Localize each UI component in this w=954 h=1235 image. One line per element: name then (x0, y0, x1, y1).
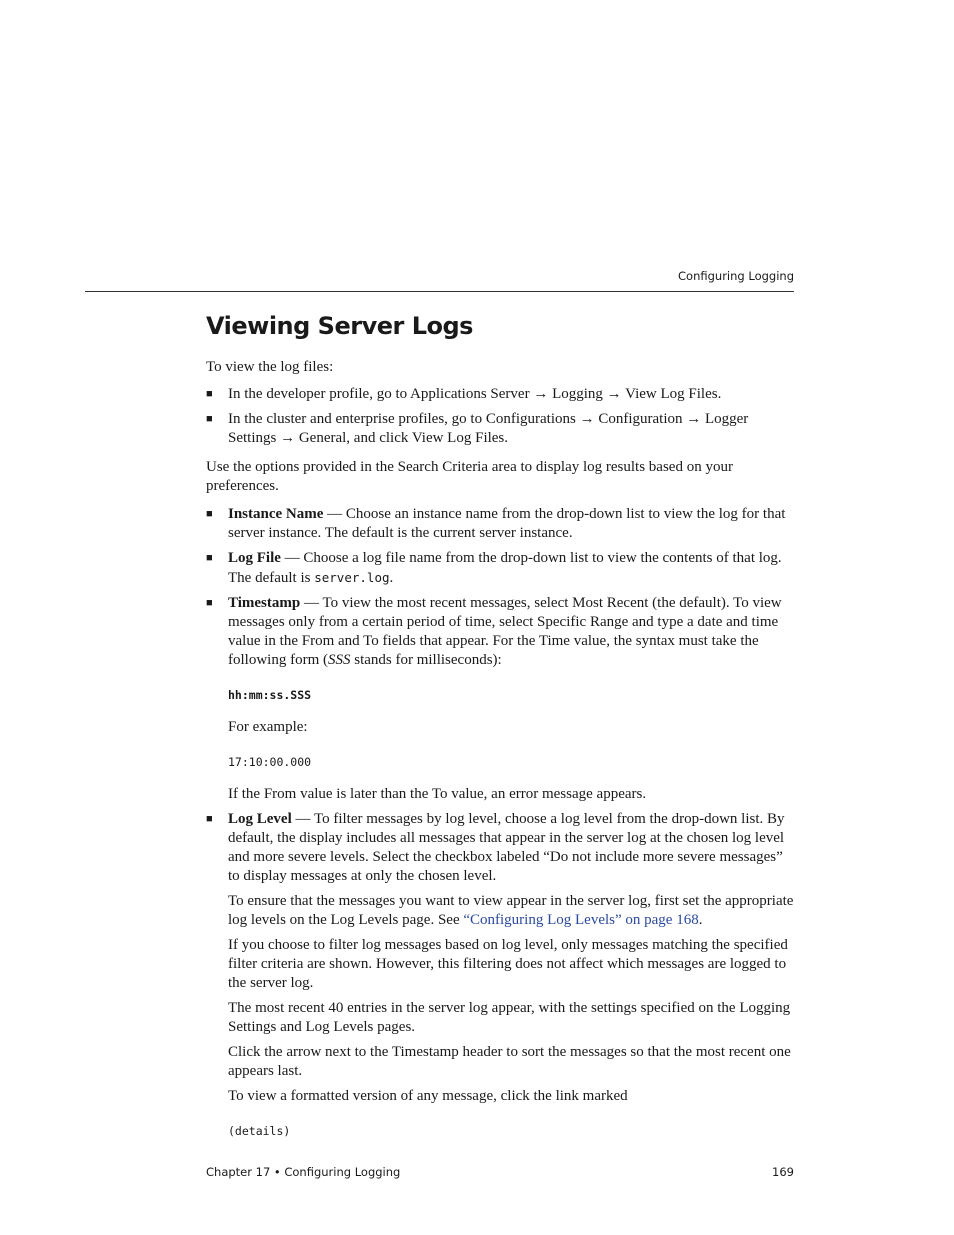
syntax-code-block: hh:mm:ss.SSS (228, 688, 312, 702)
option-description: — Choose a log file name from the drop-down list to view the contents of that log. The default is (228, 550, 782, 586)
log-levels-paragraph: To ensure that the messages you want to view appear in the server log, first set the appropriate log levels on the Log Levels page. See “Configuring Log Levels” on page 168. (228, 893, 794, 928)
option-description: — To filter messages by log level, choose a log level from the drop-down list. By default, the display includes all messages that appear in the server log at the chosen log level and more severe levels. Select the checkbox labeled “Do not include more severe messages” to display messages at only the chosen level. (228, 811, 785, 884)
list-item (206, 505, 796, 543)
list-item (206, 410, 796, 448)
bullet-icon: ■ (206, 813, 213, 825)
option-term: Instance Name (228, 506, 324, 522)
sort-paragraph: Click the arrow next to the Timestamp header to sort the messages so that the most recent one appears last. (228, 1044, 791, 1079)
inline-code: server.log (314, 570, 390, 585)
emphasis: SSS (327, 652, 351, 668)
step-text: In the developer profile, go to Applications Server → Logging → View Log Files. (228, 386, 722, 402)
bullet-icon: ■ (206, 597, 213, 609)
option-term: Timestamp (228, 595, 301, 611)
bullet-icon: ■ (206, 508, 213, 520)
option-description: — To view the most recent messages, select Most Recent (the default). To view messages only from a certain period of time, select Specific Range and type a date and time value in the From and To fields that appear. For the Time value, the syntax must take the following form ( (228, 595, 782, 668)
bullet-icon: ■ (206, 552, 213, 564)
recent-entries-paragraph: The most recent 40 entries in the server log appear, with the settings specified on the Logging Settings and Log Levels pages. (228, 1000, 791, 1035)
bullet-icon: ■ (206, 413, 213, 425)
note-paragraph: If the From value is later than the To value, an error message appears. (228, 786, 647, 802)
filter-paragraph: If you choose to filter log messages based on log level, only messages matching the specified filter criteria are shown. However, this filtering does not affect which messages are logged to the server log. (228, 937, 788, 991)
page-content (206, 309, 796, 1154)
bullet-icon: ■ (206, 388, 213, 400)
option-description-end: stands for milliseconds): (350, 652, 502, 668)
header-rule (85, 291, 794, 292)
option-description: — Choose an instance name from the drop-down list to view the log for that server instance. The default is the current server instance. (228, 506, 786, 541)
example-code-block: 17:10:00.000 (228, 755, 312, 769)
running-header: Configuring Logging (678, 269, 794, 283)
option-term: Log File (228, 550, 281, 566)
list-item (206, 549, 796, 588)
example-label: For example: (228, 719, 308, 735)
details-paragraph: To view a formatted version of any message, click the link marked (228, 1088, 628, 1104)
step-text: In the cluster and enterprise profiles, go to Configurations → Configuration → Logger Settings → General, and click View Log Files. (228, 411, 749, 446)
loglevel-paragraph (228, 810, 796, 886)
list-item (206, 810, 796, 1138)
details-code-block: (details) (228, 1124, 291, 1138)
search-criteria-paragraph: Use the options provided in the Search Criteria area to display log results based on your preferences. (206, 459, 733, 494)
configuring-log-levels-link[interactable]: “Configuring Log Levels” on page 168 (463, 912, 699, 928)
option-description-end: . (389, 570, 394, 586)
option-term: Log Level (228, 811, 292, 827)
section-title: Viewing Server Logs (206, 312, 473, 340)
page-number: 169 (772, 1165, 794, 1179)
footer-chapter: Chapter 17 • Configuring Logging (206, 1165, 401, 1179)
view-steps-list (206, 385, 796, 448)
intro-paragraph: To view the log files: (206, 359, 334, 375)
list-item (206, 594, 796, 804)
list-item (206, 385, 796, 404)
search-options-list (206, 505, 796, 1138)
